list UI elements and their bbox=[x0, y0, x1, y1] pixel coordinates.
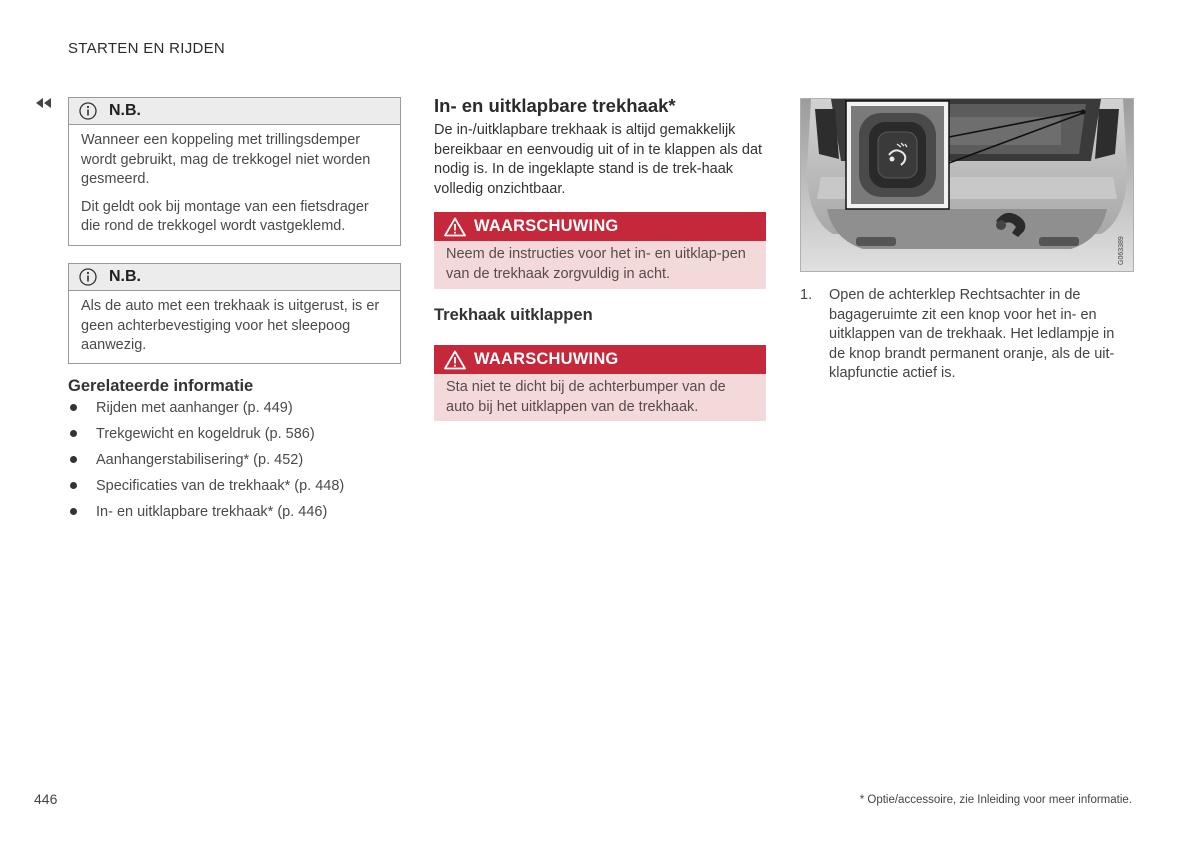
bullet-icon bbox=[70, 508, 77, 515]
info-icon bbox=[79, 268, 97, 286]
note-paragraph: Dit geldt ook bij montage van een fietsdrager die rond de trekkogel wordt vastgeklemd. bbox=[81, 198, 369, 234]
warning-text: Sta niet te dicht bij de achterbumper van de auto bij het uitklappen van de trekhaak. bbox=[446, 379, 726, 415]
section-header: STARTEN EN RIJDEN bbox=[68, 40, 226, 57]
bullet-icon bbox=[70, 456, 77, 463]
warning-title: WAARSCHUWING bbox=[474, 217, 619, 235]
related-info-list bbox=[68, 399, 408, 529]
info-icon bbox=[79, 102, 97, 120]
step-number: 1. bbox=[800, 287, 813, 303]
related-link[interactable] bbox=[68, 477, 408, 503]
note-body bbox=[69, 125, 400, 245]
step-item bbox=[800, 286, 1132, 386]
step-text: Open de achterklep Rechtsachter in de bagageruimte zit een knop voor het in- en uitklappen van de trekhaak. Het ledlampje in de knop brandt permanent oranje, als de uit-klapfunctie actief is. bbox=[829, 287, 1115, 381]
warning-box-2 bbox=[434, 345, 766, 421]
warning-title: WAARSCHUWING bbox=[474, 350, 619, 368]
warning-header bbox=[434, 212, 766, 241]
bullet-icon bbox=[70, 430, 77, 437]
related-link-label[interactable]: In- en uitklapbare trekhaak* (p. 446) bbox=[96, 504, 328, 520]
related-link[interactable] bbox=[68, 451, 408, 477]
note-title: N.B. bbox=[109, 268, 141, 285]
warning-box-1 bbox=[434, 212, 766, 289]
related-link-label[interactable]: Trekgewicht en kogeldruk (p. 586) bbox=[96, 426, 315, 442]
warning-triangle-icon bbox=[444, 217, 466, 237]
bullet-icon bbox=[70, 404, 77, 411]
warning-header bbox=[434, 345, 766, 374]
note-box-2 bbox=[68, 263, 401, 364]
intro-text: De in-/uitklapbare trekhaak is altijd gemakkelijk bereikbaar en eenvoudig uit of in te klappen als dat nodig is. In de ingeklapte stand is de trek-haak volledig onzichtbaar. bbox=[434, 122, 763, 197]
subheading: Trekhaak uitklappen bbox=[434, 306, 593, 324]
note-title: N.B. bbox=[109, 102, 141, 119]
related-link-label[interactable]: Rijden met aanhanger (p. 449) bbox=[96, 400, 293, 416]
back-arrows-icon[interactable] bbox=[34, 97, 54, 109]
warning-text: Neem de instructies voor het in- en uitklap-pen van de trekhaak zorgvuldig in acht. bbox=[446, 246, 746, 282]
note-paragraph: Als de auto met een trekhaak is uitgerust, is er geen achterbevestiging voor het sleepoog aanwezig. bbox=[81, 298, 380, 353]
note-body bbox=[69, 291, 400, 364]
section-title: In- en uitklapbare trekhaak* bbox=[434, 95, 676, 116]
warning-triangle-icon bbox=[444, 350, 466, 370]
related-link[interactable] bbox=[68, 503, 408, 529]
related-link[interactable] bbox=[68, 425, 408, 451]
bullet-icon bbox=[70, 482, 77, 489]
related-link-label[interactable]: Specificaties van de trekhaak* (p. 448) bbox=[96, 478, 345, 494]
note-box-1 bbox=[68, 97, 401, 246]
related-link[interactable] bbox=[68, 399, 408, 425]
note-header bbox=[69, 264, 400, 291]
note-header bbox=[69, 98, 400, 125]
note-paragraph: Wanneer een koppeling met trillingsdemper wordt gebruikt, mag de trekkogel niet worden gesmeerd. bbox=[81, 132, 371, 187]
figure-code: G063389 bbox=[1118, 236, 1125, 265]
related-info-heading: Gerelateerde informatie bbox=[68, 377, 254, 395]
car-rear-illustration bbox=[800, 98, 1134, 272]
related-link-label[interactable]: Aanhangerstabilisering* (p. 452) bbox=[96, 452, 304, 468]
car-rear-image bbox=[801, 99, 1133, 271]
footnote: * Optie/accessoire, zie Inleiding voor meer informatie. bbox=[859, 794, 1132, 806]
steps-list bbox=[800, 286, 1132, 386]
page-number: 446 bbox=[34, 791, 58, 807]
